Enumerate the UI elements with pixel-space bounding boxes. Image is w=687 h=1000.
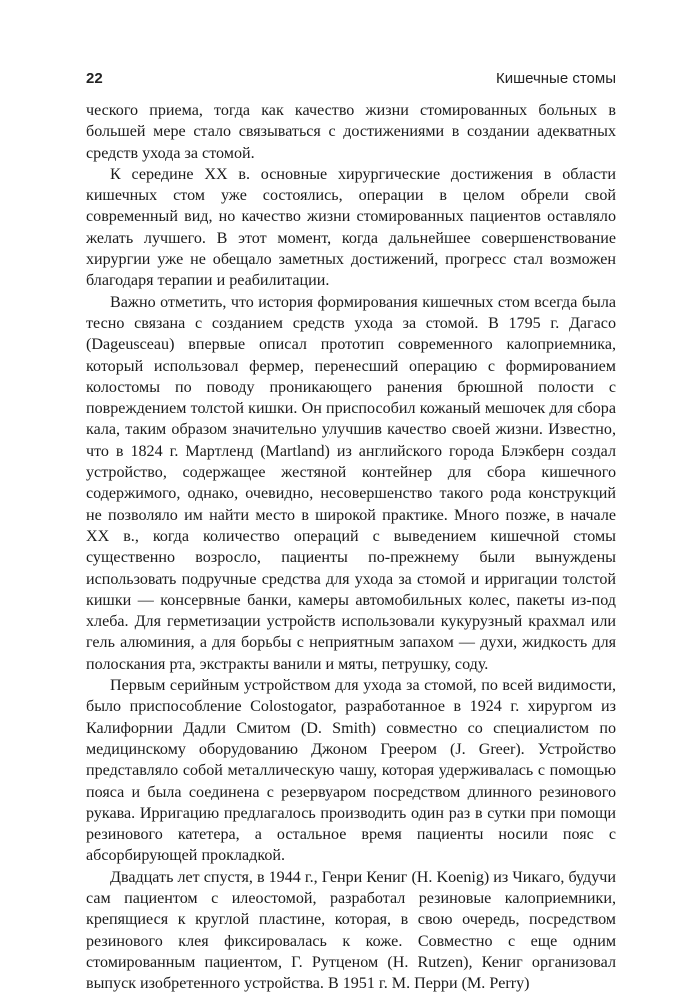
chapter-title: Кишечные стомы <box>495 70 616 87</box>
page-number: 22 <box>86 70 103 87</box>
body-text <box>86 100 616 994</box>
paragraph-colostogator: Первым серийным устройством для ухода за стомой, по всей видимости, было приспособление Colostogator, разработанное в 1924 г. хирургом из Калифорнии Дадли Смитом (D. Smith) совместно со специалистом по медицинскому оборудованию Джоном Греером (J. Greer). Устройство представляло собой металлическую чашу, которая удерживалась с помощью пояса и была соединена с резервуаром посредством длинного резинового рукава. Ирригацию предлагалось производить один раз в сутки при помощи резинового катетера, а остальное время пациенты носили пояс с абсорбирующей прокладкой. <box>86 677 616 865</box>
paragraph-continued: ческого приема, тогда как качество жизни стомированных больных в большей мере стало связываться с достижениями в создании адекватных средств ухода за стомой. <box>86 102 616 162</box>
paragraph-koenig: Двадцать лет спустя, в 1944 г., Генри Кениг (H. Koenig) из Чикаго, будучи сам пациентом с илеостомой, разработал резиновые калоприемники, крепящиеся к круглой пластине, которая, в свою очередь, посредством резинового клея фиксировалась к коже. Совместно с еще одним стомированным пациентом, Г. Рутценом (H. Rutzen), Кениг организовал выпуск изобретенного устройства. В 1951 г. М. Перри (M. Perry) <box>86 868 616 993</box>
paragraph-history-of-stoma-care: Важно отметить, что история формирования кишечных стом всегда была тесно связана с созданием средств ухода за стомой. В 1795 г. Дагасо (Dageusceau) впервые описал прототип современного калоприемника, который использовал фермер, перенесший операцию с формированием колостомы по поводу проникающего ранения брюшной полости с повреждением толстой кишки. Он приспособил кожаный мешочек для сбора кала, таким образом значительно улучшив качество своей жизни. Известно, что в 1824 г. Мартленд (Martland) из английского города Блэкберн создал устройство, содержащее жестяной контейнер для сбора кишечного содержимого, однако, очевидно, несовершенство такого рода конструкций не позволяло им найти место в широкой практике. Много позже, в начале XX в., когда количество операций с выведением кишечной стомы существенно возросло, пациенты по-прежнему были вынуждены использовать подручные средства для ухода за стомой и ирригации толстой кишки — консервные банки, камеры автомобильных колес, пакеты из-под хлеба. Для герметизации устройств использовали кукурузный крахмал или гель алюминия, а для борьбы с неприятным запахом — духи, жидкость для полоскания рта, экстракты ванили и мяты, петрушку, соду. <box>86 293 616 673</box>
paragraph-mid-20th-century: К середине XX в. основные хирургические достижения в области кишечных стом уже состоялись, операции в целом обрели свой современный вид, но качество жизни стомированных пациентов оставляло желать лучшего. В этот момент, когда дальнейшее совершенствование хирургии уже не обещало заметных достижений, прогресс стал возможен благодаря терапии и реабилитации. <box>86 165 616 290</box>
running-header <box>86 66 616 90</box>
